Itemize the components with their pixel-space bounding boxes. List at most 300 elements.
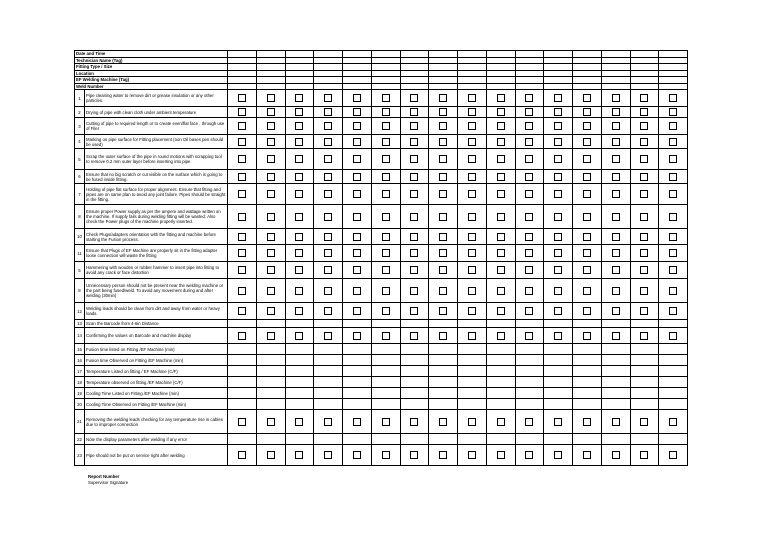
checkbox[interactable] xyxy=(468,122,476,130)
checkbox[interactable] xyxy=(497,418,505,426)
checkbox[interactable] xyxy=(267,287,275,295)
checkbox[interactable] xyxy=(554,451,562,459)
checkbox[interactable] xyxy=(497,190,505,198)
entry-cell[interactable] xyxy=(314,320,343,328)
checkbox[interactable] xyxy=(525,122,533,130)
checkbox[interactable] xyxy=(554,190,562,198)
entry-cell[interactable] xyxy=(314,355,343,366)
checkbox[interactable] xyxy=(468,190,476,198)
checkbox[interactable] xyxy=(353,233,361,241)
checkbox[interactable] xyxy=(439,451,447,459)
checkbox[interactable] xyxy=(583,108,591,116)
entry-cell[interactable] xyxy=(601,320,630,328)
checkbox[interactable] xyxy=(382,266,390,274)
entry-cell[interactable] xyxy=(458,388,487,399)
entry-cell[interactable] xyxy=(228,320,257,328)
entry-cell[interactable] xyxy=(285,355,314,366)
checkbox[interactable] xyxy=(669,451,677,459)
checkbox[interactable] xyxy=(497,108,505,116)
entry-cell[interactable] xyxy=(601,355,630,366)
checkbox[interactable] xyxy=(382,213,390,221)
checkbox[interactable] xyxy=(295,249,303,257)
checkbox[interactable] xyxy=(669,122,677,130)
checkbox[interactable] xyxy=(267,173,275,181)
entry-cell[interactable] xyxy=(458,320,487,328)
checkbox[interactable] xyxy=(439,287,447,295)
checkbox[interactable] xyxy=(439,233,447,241)
checkbox[interactable] xyxy=(295,451,303,459)
checkbox[interactable] xyxy=(382,332,390,340)
checkbox[interactable] xyxy=(439,173,447,181)
checkbox[interactable] xyxy=(439,108,447,116)
checkbox[interactable] xyxy=(410,213,418,221)
entry-cell[interactable] xyxy=(515,344,544,355)
checkbox[interactable] xyxy=(410,249,418,257)
checkbox[interactable] xyxy=(267,155,275,163)
checkbox[interactable] xyxy=(583,249,591,257)
checkbox[interactable] xyxy=(554,155,562,163)
checkbox[interactable] xyxy=(640,249,648,257)
checkbox[interactable] xyxy=(554,307,562,315)
entry-cell[interactable] xyxy=(544,320,573,328)
entry-cell[interactable] xyxy=(314,366,343,377)
entry-cell[interactable] xyxy=(371,434,400,445)
checkbox[interactable] xyxy=(382,138,390,146)
entry-cell[interactable] xyxy=(458,377,487,388)
checkbox[interactable] xyxy=(238,108,246,116)
entry-cell[interactable] xyxy=(429,388,458,399)
checkbox[interactable] xyxy=(353,287,361,295)
checkbox[interactable] xyxy=(382,122,390,130)
checkbox[interactable] xyxy=(525,418,533,426)
checkbox[interactable] xyxy=(267,94,275,102)
entry-cell[interactable] xyxy=(630,399,659,410)
checkbox[interactable] xyxy=(525,213,533,221)
checkbox[interactable] xyxy=(468,94,476,102)
checkbox[interactable] xyxy=(267,190,275,198)
checkbox[interactable] xyxy=(583,94,591,102)
entry-cell[interactable] xyxy=(314,434,343,445)
entry-cell[interactable] xyxy=(429,355,458,366)
entry-cell[interactable] xyxy=(515,434,544,445)
entry-cell[interactable] xyxy=(544,434,573,445)
entry-cell[interactable] xyxy=(573,355,602,366)
entry-cell[interactable] xyxy=(659,434,688,445)
checkbox[interactable] xyxy=(324,451,332,459)
checkbox[interactable] xyxy=(295,138,303,146)
entry-cell[interactable] xyxy=(285,366,314,377)
checkbox[interactable] xyxy=(238,173,246,181)
checkbox[interactable] xyxy=(295,332,303,340)
checkbox[interactable] xyxy=(468,155,476,163)
entry-cell[interactable] xyxy=(630,344,659,355)
entry-cell[interactable] xyxy=(630,355,659,366)
checkbox[interactable] xyxy=(439,307,447,315)
entry-cell[interactable] xyxy=(486,355,515,366)
checkbox[interactable] xyxy=(267,451,275,459)
checkbox[interactable] xyxy=(525,94,533,102)
entry-cell[interactable] xyxy=(630,377,659,388)
entry-cell[interactable] xyxy=(343,399,372,410)
checkbox[interactable] xyxy=(410,332,418,340)
entry-cell[interactable] xyxy=(544,366,573,377)
checkbox[interactable] xyxy=(238,233,246,241)
checkbox[interactable] xyxy=(353,155,361,163)
checkbox[interactable] xyxy=(612,108,620,116)
checkbox[interactable] xyxy=(669,233,677,241)
checkbox[interactable] xyxy=(382,155,390,163)
entry-cell[interactable] xyxy=(515,355,544,366)
checkbox[interactable] xyxy=(640,287,648,295)
checkbox[interactable] xyxy=(612,138,620,146)
checkbox[interactable] xyxy=(382,307,390,315)
checkbox[interactable] xyxy=(468,287,476,295)
checkbox[interactable] xyxy=(554,233,562,241)
entry-cell[interactable] xyxy=(573,434,602,445)
entry-cell[interactable] xyxy=(659,366,688,377)
entry-cell[interactable] xyxy=(573,320,602,328)
checkbox[interactable] xyxy=(468,213,476,221)
checkbox[interactable] xyxy=(468,233,476,241)
checkbox[interactable] xyxy=(525,332,533,340)
checkbox[interactable] xyxy=(267,418,275,426)
entry-cell[interactable] xyxy=(400,366,429,377)
checkbox[interactable] xyxy=(410,287,418,295)
entry-cell[interactable] xyxy=(544,388,573,399)
checkbox[interactable] xyxy=(238,213,246,221)
checkbox[interactable] xyxy=(640,332,648,340)
checkbox[interactable] xyxy=(525,307,533,315)
entry-cell[interactable] xyxy=(429,399,458,410)
checkbox[interactable] xyxy=(640,451,648,459)
checkbox[interactable] xyxy=(267,307,275,315)
entry-cell[interactable] xyxy=(285,388,314,399)
checkbox[interactable] xyxy=(324,155,332,163)
checkbox[interactable] xyxy=(554,213,562,221)
checkbox[interactable] xyxy=(410,155,418,163)
checkbox[interactable] xyxy=(295,94,303,102)
checkbox[interactable] xyxy=(612,213,620,221)
checkbox[interactable] xyxy=(439,249,447,257)
checkbox[interactable] xyxy=(324,190,332,198)
checkbox[interactable] xyxy=(324,332,332,340)
checkbox[interactable] xyxy=(497,233,505,241)
checkbox[interactable] xyxy=(525,266,533,274)
checkbox[interactable] xyxy=(468,108,476,116)
checkbox[interactable] xyxy=(324,307,332,315)
checkbox[interactable] xyxy=(295,266,303,274)
checkbox[interactable] xyxy=(295,213,303,221)
checkbox[interactable] xyxy=(353,307,361,315)
checkbox[interactable] xyxy=(324,287,332,295)
checkbox[interactable] xyxy=(640,418,648,426)
entry-cell[interactable] xyxy=(371,399,400,410)
checkbox[interactable] xyxy=(554,122,562,130)
checkbox[interactable] xyxy=(324,418,332,426)
entry-cell[interactable] xyxy=(371,320,400,328)
entry-cell[interactable] xyxy=(458,366,487,377)
checkbox[interactable] xyxy=(497,138,505,146)
checkbox[interactable] xyxy=(497,249,505,257)
checkbox[interactable] xyxy=(295,190,303,198)
checkbox[interactable] xyxy=(669,266,677,274)
checkbox[interactable] xyxy=(525,108,533,116)
checkbox[interactable] xyxy=(439,94,447,102)
checkbox[interactable] xyxy=(554,249,562,257)
checkbox[interactable] xyxy=(353,94,361,102)
checkbox[interactable] xyxy=(295,155,303,163)
checkbox[interactable] xyxy=(353,108,361,116)
checkbox[interactable] xyxy=(238,249,246,257)
checkbox[interactable] xyxy=(295,108,303,116)
entry-cell[interactable] xyxy=(515,377,544,388)
checkbox[interactable] xyxy=(410,451,418,459)
checkbox[interactable] xyxy=(554,108,562,116)
checkbox[interactable] xyxy=(669,249,677,257)
entry-cell[interactable] xyxy=(486,377,515,388)
checkbox[interactable] xyxy=(267,332,275,340)
entry-cell[interactable] xyxy=(458,355,487,366)
entry-cell[interactable] xyxy=(659,399,688,410)
entry-cell[interactable] xyxy=(343,344,372,355)
checkbox[interactable] xyxy=(612,451,620,459)
checkbox[interactable] xyxy=(238,307,246,315)
entry-cell[interactable] xyxy=(285,320,314,328)
entry-cell[interactable] xyxy=(285,399,314,410)
checkbox[interactable] xyxy=(612,266,620,274)
checkbox[interactable] xyxy=(554,173,562,181)
checkbox[interactable] xyxy=(353,213,361,221)
entry-cell[interactable] xyxy=(429,320,458,328)
entry-cell[interactable] xyxy=(228,377,257,388)
entry-cell[interactable] xyxy=(285,377,314,388)
entry-cell[interactable] xyxy=(601,388,630,399)
entry-cell[interactable] xyxy=(486,388,515,399)
entry-cell[interactable] xyxy=(573,366,602,377)
entry-cell[interactable] xyxy=(544,377,573,388)
checkbox[interactable] xyxy=(238,418,246,426)
checkbox[interactable] xyxy=(410,122,418,130)
entry-cell[interactable] xyxy=(458,344,487,355)
checkbox[interactable] xyxy=(238,190,246,198)
entry-cell[interactable] xyxy=(314,377,343,388)
checkbox[interactable] xyxy=(612,155,620,163)
checkbox[interactable] xyxy=(583,190,591,198)
checkbox[interactable] xyxy=(497,94,505,102)
checkbox[interactable] xyxy=(468,173,476,181)
checkbox[interactable] xyxy=(410,233,418,241)
entry-cell[interactable] xyxy=(256,434,285,445)
entry-cell[interactable] xyxy=(400,344,429,355)
checkbox[interactable] xyxy=(324,266,332,274)
checkbox[interactable] xyxy=(640,307,648,315)
checkbox[interactable] xyxy=(295,418,303,426)
entry-cell[interactable] xyxy=(630,366,659,377)
entry-cell[interactable] xyxy=(601,434,630,445)
checkbox[interactable] xyxy=(382,233,390,241)
checkbox[interactable] xyxy=(612,249,620,257)
checkbox[interactable] xyxy=(669,94,677,102)
entry-cell[interactable] xyxy=(486,399,515,410)
checkbox[interactable] xyxy=(525,233,533,241)
checkbox[interactable] xyxy=(324,249,332,257)
entry-cell[interactable] xyxy=(371,366,400,377)
checkbox[interactable] xyxy=(612,307,620,315)
entry-cell[interactable] xyxy=(630,320,659,328)
checkbox[interactable] xyxy=(353,266,361,274)
checkbox[interactable] xyxy=(525,249,533,257)
entry-cell[interactable] xyxy=(458,399,487,410)
entry-cell[interactable] xyxy=(256,377,285,388)
checkbox[interactable] xyxy=(410,173,418,181)
checkbox[interactable] xyxy=(295,287,303,295)
entry-cell[interactable] xyxy=(400,377,429,388)
checkbox[interactable] xyxy=(640,190,648,198)
checkbox[interactable] xyxy=(583,332,591,340)
checkbox[interactable] xyxy=(669,173,677,181)
checkbox[interactable] xyxy=(640,108,648,116)
checkbox[interactable] xyxy=(267,138,275,146)
checkbox[interactable] xyxy=(583,307,591,315)
entry-cell[interactable] xyxy=(544,344,573,355)
entry-cell[interactable] xyxy=(429,377,458,388)
checkbox[interactable] xyxy=(468,266,476,274)
checkbox[interactable] xyxy=(497,307,505,315)
checkbox[interactable] xyxy=(238,451,246,459)
checkbox[interactable] xyxy=(382,173,390,181)
entry-cell[interactable] xyxy=(343,320,372,328)
checkbox[interactable] xyxy=(497,213,505,221)
entry-cell[interactable] xyxy=(659,344,688,355)
checkbox[interactable] xyxy=(497,266,505,274)
checkbox[interactable] xyxy=(669,138,677,146)
checkbox[interactable] xyxy=(669,418,677,426)
entry-cell[interactable] xyxy=(314,344,343,355)
checkbox[interactable] xyxy=(382,287,390,295)
entry-cell[interactable] xyxy=(343,434,372,445)
entry-cell[interactable] xyxy=(544,355,573,366)
entry-cell[interactable] xyxy=(486,320,515,328)
entry-cell[interactable] xyxy=(458,434,487,445)
checkbox[interactable] xyxy=(669,213,677,221)
entry-cell[interactable] xyxy=(486,344,515,355)
entry-cell[interactable] xyxy=(515,366,544,377)
checkbox[interactable] xyxy=(267,249,275,257)
entry-cell[interactable] xyxy=(429,434,458,445)
entry-cell[interactable] xyxy=(659,355,688,366)
entry-cell[interactable] xyxy=(228,388,257,399)
entry-cell[interactable] xyxy=(486,366,515,377)
entry-cell[interactable] xyxy=(400,355,429,366)
entry-cell[interactable] xyxy=(400,399,429,410)
entry-cell[interactable] xyxy=(659,388,688,399)
entry-cell[interactable] xyxy=(343,388,372,399)
entry-cell[interactable] xyxy=(256,388,285,399)
entry-cell[interactable] xyxy=(515,399,544,410)
checkbox[interactable] xyxy=(497,451,505,459)
checkbox[interactable] xyxy=(439,266,447,274)
entry-cell[interactable] xyxy=(228,355,257,366)
checkbox[interactable] xyxy=(295,307,303,315)
entry-cell[interactable] xyxy=(371,388,400,399)
entry-cell[interactable] xyxy=(573,344,602,355)
entry-cell[interactable] xyxy=(515,388,544,399)
checkbox[interactable] xyxy=(669,108,677,116)
checkbox[interactable] xyxy=(238,332,246,340)
checkbox[interactable] xyxy=(382,108,390,116)
entry-cell[interactable] xyxy=(256,344,285,355)
checkbox[interactable] xyxy=(554,94,562,102)
checkbox[interactable] xyxy=(497,122,505,130)
entry-cell[interactable] xyxy=(256,399,285,410)
checkbox[interactable] xyxy=(612,287,620,295)
checkbox[interactable] xyxy=(525,138,533,146)
entry-cell[interactable] xyxy=(343,377,372,388)
checkbox[interactable] xyxy=(267,108,275,116)
checkbox[interactable] xyxy=(468,332,476,340)
checkbox[interactable] xyxy=(410,190,418,198)
checkbox[interactable] xyxy=(238,287,246,295)
entry-cell[interactable] xyxy=(314,388,343,399)
entry-cell[interactable] xyxy=(486,434,515,445)
entry-cell[interactable] xyxy=(400,388,429,399)
entry-cell[interactable] xyxy=(630,434,659,445)
checkbox[interactable] xyxy=(439,332,447,340)
checkbox[interactable] xyxy=(410,108,418,116)
checkbox[interactable] xyxy=(324,94,332,102)
checkbox[interactable] xyxy=(554,138,562,146)
checkbox[interactable] xyxy=(324,213,332,221)
entry-cell[interactable] xyxy=(371,377,400,388)
checkbox[interactable] xyxy=(295,233,303,241)
checkbox[interactable] xyxy=(669,190,677,198)
checkbox[interactable] xyxy=(382,94,390,102)
checkbox[interactable] xyxy=(583,266,591,274)
checkbox[interactable] xyxy=(583,138,591,146)
checkbox[interactable] xyxy=(583,173,591,181)
entry-cell[interactable] xyxy=(400,434,429,445)
checkbox[interactable] xyxy=(353,249,361,257)
checkbox[interactable] xyxy=(353,451,361,459)
entry-cell[interactable] xyxy=(573,377,602,388)
checkbox[interactable] xyxy=(583,155,591,163)
checkbox[interactable] xyxy=(640,213,648,221)
checkbox[interactable] xyxy=(525,173,533,181)
entry-cell[interactable] xyxy=(343,366,372,377)
entry-cell[interactable] xyxy=(601,377,630,388)
checkbox[interactable] xyxy=(267,122,275,130)
checkbox[interactable] xyxy=(353,122,361,130)
checkbox[interactable] xyxy=(324,233,332,241)
checkbox[interactable] xyxy=(382,451,390,459)
checkbox[interactable] xyxy=(497,155,505,163)
checkbox[interactable] xyxy=(439,138,447,146)
checkbox[interactable] xyxy=(612,94,620,102)
checkbox[interactable] xyxy=(554,332,562,340)
checkbox[interactable] xyxy=(324,173,332,181)
entry-cell[interactable] xyxy=(515,320,544,328)
checkbox[interactable] xyxy=(238,155,246,163)
checkbox[interactable] xyxy=(295,173,303,181)
checkbox[interactable] xyxy=(267,233,275,241)
checkbox[interactable] xyxy=(439,213,447,221)
checkbox[interactable] xyxy=(324,108,332,116)
checkbox[interactable] xyxy=(353,190,361,198)
checkbox[interactable] xyxy=(382,418,390,426)
checkbox[interactable] xyxy=(267,266,275,274)
checkbox[interactable] xyxy=(640,122,648,130)
entry-cell[interactable] xyxy=(343,355,372,366)
